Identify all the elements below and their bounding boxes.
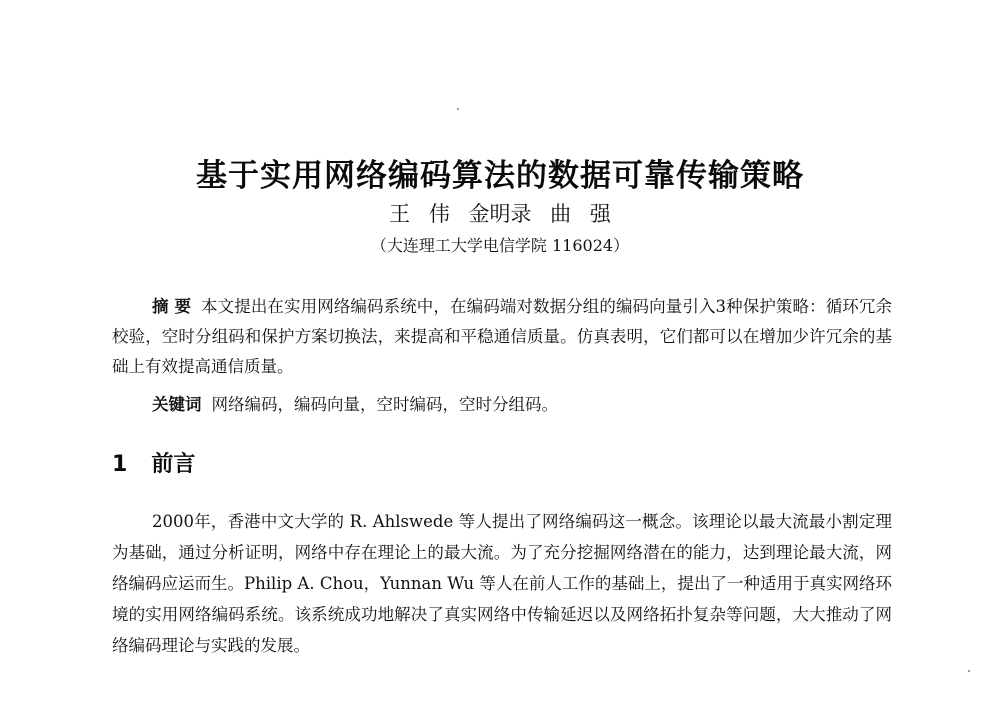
scan-speck xyxy=(968,670,970,672)
section-title: 前言 xyxy=(151,452,196,477)
scan-speck xyxy=(457,108,459,110)
abstract-text: 本文提出在实用网络编码系统中，在编码端对数据分组的编码向量引入3种保护策略：循环冗余校验，空时分组码和保护方案切换法，来提高和平稳通信质量。仿真表明，它们都可以在增加少许冗余的基础上有效提高通信质量。 xyxy=(112,297,893,376)
paper-title: 基于实用网络编码算法的数据可靠传输策略 xyxy=(196,158,804,194)
keywords-paragraph xyxy=(112,390,892,420)
section-body-paragraph: 2000年，香港中文大学的 R. Ahlswede 等人提出了网络编码这一概念。该理论以最大流最小割定理为基础，通过分析证明，网络中存在理论上的最大流。为了充分挖掘网络潜在的能力，达到理论最大流，网络编码应运而生。Philip A. Chou，Yunnan Wu 等人在前人工作的基础上，提出了一种适用于真实网络环境的实用网络编码系统。该系统成功地解决了真实网络中传输延迟以及网络拓扑复杂等问题，大大推动了网络编码理论与实践的发展。 xyxy=(112,512,892,655)
abstract-paragraph xyxy=(112,292,892,382)
paper-authors: 王 伟 金明录 曲 强 xyxy=(389,202,611,226)
section-heading xyxy=(112,447,195,478)
paper-affiliation: （大连理工大学电信学院 116024） xyxy=(370,236,630,255)
abstract-label: 摘 要 xyxy=(152,297,192,316)
keywords-label: 关键词 xyxy=(152,395,202,414)
section-number: 1 xyxy=(112,452,128,477)
keywords-text: 网络编码，编码向量，空时编码，空时分组码。 xyxy=(211,395,558,414)
